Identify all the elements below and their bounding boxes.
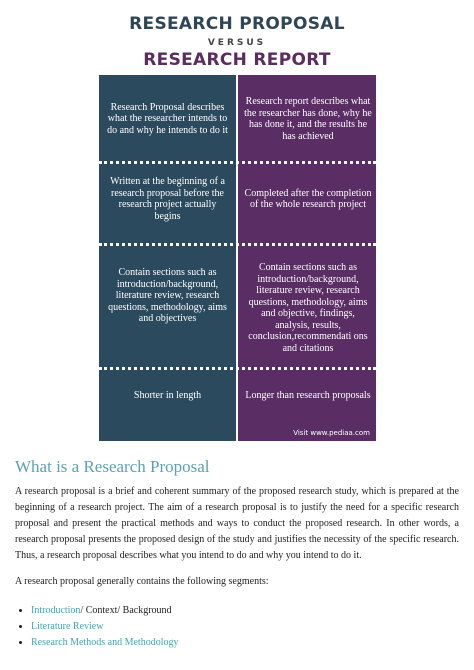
proposal-row-1: Research Proposal describes what the researcher intends to do and why he intends to do it xyxy=(107,101,228,136)
literature-review-link[interactable]: Literature Review xyxy=(31,621,104,632)
report-row-4: Longer than research proposals xyxy=(245,390,371,402)
row-divider xyxy=(99,161,376,164)
list-item xyxy=(31,603,178,619)
comparison-infographic xyxy=(99,75,376,441)
proposal-row-2: Written at the beginning of a research proposal before the research project actually begins xyxy=(110,176,225,222)
list-item-text: / Context/ Background xyxy=(80,605,172,616)
list-item xyxy=(31,619,178,635)
row-divider xyxy=(99,367,376,370)
paragraph-segments-intro: A research proposal generally contains the following segments: xyxy=(15,576,269,587)
list-item xyxy=(31,635,178,651)
report-row-3: Contain sections such as introduction/background, literature review, research questions, methodology, aims and objective, findings, analysis, results, conclusion,recommendati ons and citations xyxy=(248,262,368,354)
visit-credit: Visit www.pediaa.com xyxy=(293,429,370,437)
title-research-proposal: RESEARCH PROPOSAL xyxy=(129,14,345,34)
title-research-report: RESEARCH REPORT xyxy=(143,50,331,70)
proposal-row-3: Contain sections such as introduction/background, literature review, research questions, methodology, aims and objectives xyxy=(108,267,227,325)
row-divider xyxy=(99,243,376,246)
title-versus: VERSUS xyxy=(207,38,267,48)
section-heading: What is a Research Proposal xyxy=(15,457,210,476)
paragraph-definition: A research proposal is a brief and coherent summary of the proposed research study, which is prepared at the beginning of a research project. The aim of a research proposal is to justify the need for a specific research proposal and present the practical methods and ways to conduct the proposed research. In other words, a research proposal presents the proposed design of the study and justifies the necessity of the specific research. Thus, a research proposal describes what you intend to do and why you intend to do it. xyxy=(15,486,459,561)
proposal-row-4: Shorter in length xyxy=(133,390,202,402)
segments-list xyxy=(15,603,178,651)
report-row-2: Completed after the completion of the whole research project xyxy=(244,187,372,210)
research-methods-link[interactable]: Research Methods and Methodology xyxy=(31,637,179,648)
introduction-link[interactable]: Introduction xyxy=(31,605,81,616)
report-row-1: Research report describes what the researcher has done, why he has done it, and the results he has achieved xyxy=(244,96,372,142)
